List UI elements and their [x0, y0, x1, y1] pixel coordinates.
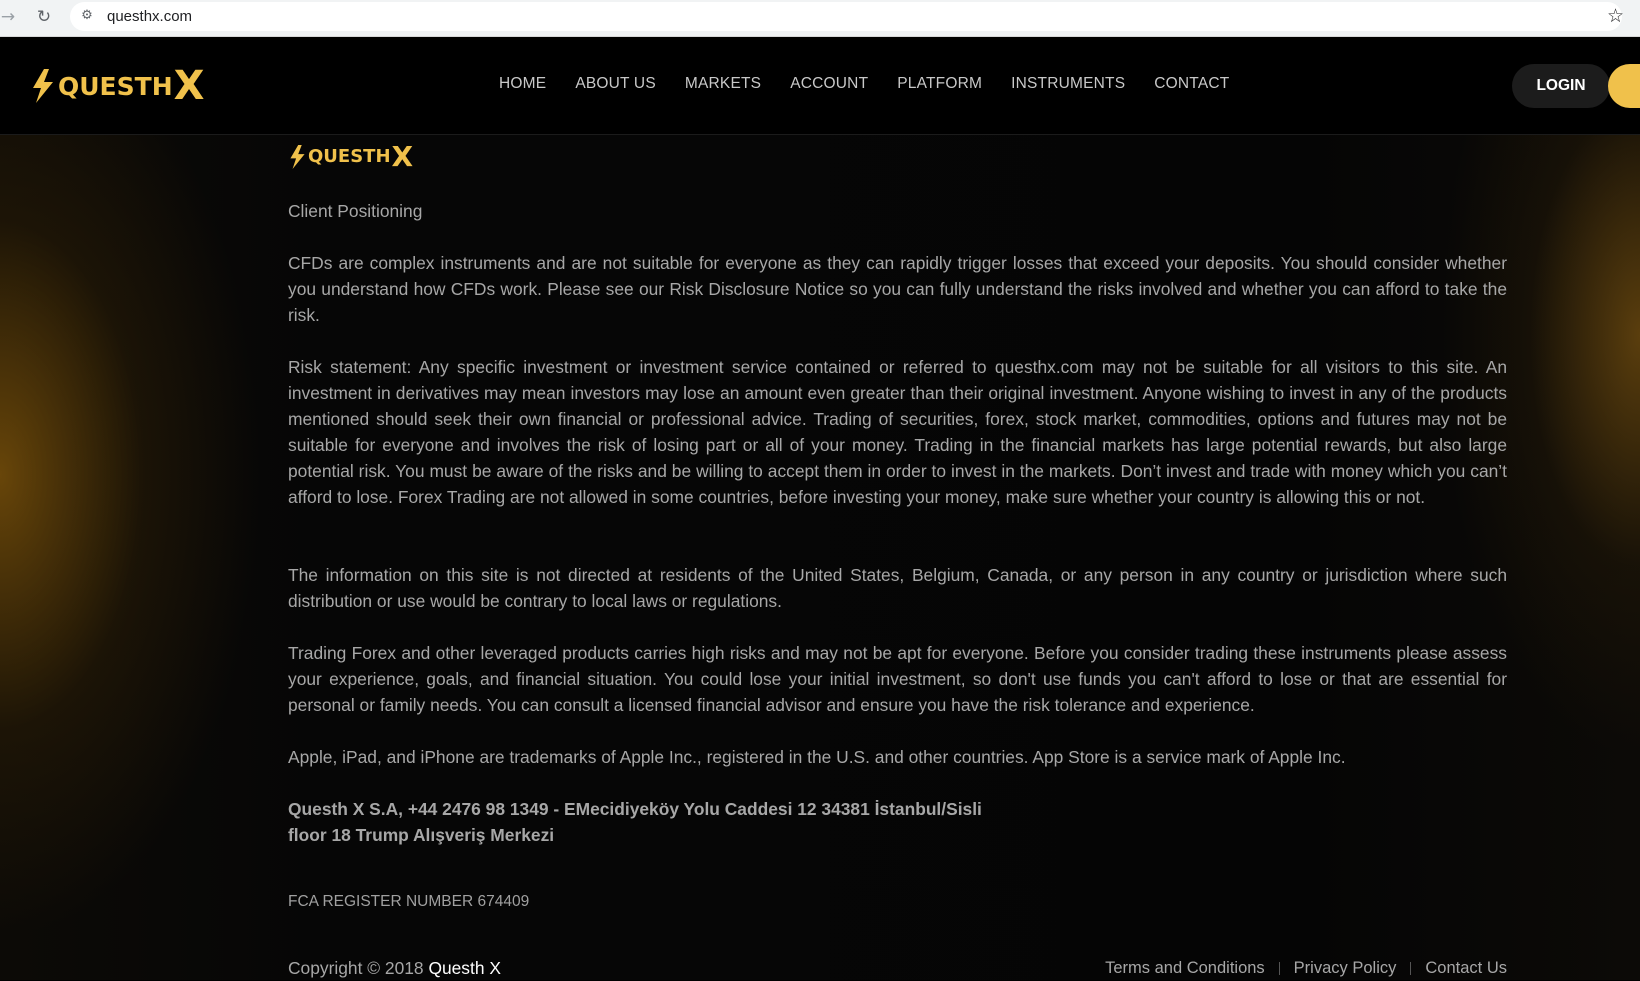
lightning-bolt-icon [288, 145, 307, 169]
site-header [0, 37, 1640, 135]
site-logo[interactable] [30, 65, 204, 107]
link-divider [1410, 962, 1411, 975]
reload-icon[interactable]: ↻ [36, 7, 52, 27]
terms-link[interactable]: Terms and Conditions [1105, 959, 1265, 977]
nav-platform[interactable]: PLATFORM [897, 75, 983, 92]
logo-wordmark: QUESTH [58, 71, 173, 101]
back-arrow-icon[interactable]: → [0, 7, 16, 27]
bookmark-star-icon[interactable]: ☆ [1606, 5, 1624, 27]
url-text[interactable]: questhx.com [107, 8, 193, 25]
trademark-paragraph: Apple, iPad, and iPhone are trademarks of Apple Inc., registered in the U.S. and other countries. App Store is a service mark of Apple Inc. [288, 747, 1346, 767]
login-button[interactable]: LOGIN [1512, 64, 1610, 108]
privacy-link[interactable]: Privacy Policy [1293, 959, 1397, 977]
main-nav [499, 75, 1258, 93]
nav-markets[interactable]: MARKETS [684, 75, 762, 92]
nav-about-us[interactable]: ABOUT US [575, 75, 656, 92]
signup-button[interactable] [1608, 64, 1640, 108]
logo-wordmark: QUESTH [308, 146, 391, 167]
nav-home[interactable]: HOME [499, 75, 547, 92]
logo-x-mark: X [173, 63, 205, 109]
cfd-warning-paragraph: CFDs are complex instruments and are not suitable for everyone as they can rapidly trigger losses that exceed your deposits. You should consider whether you understand how CFDs work. Please see our Risk Disclosure Notice so you can fully understand the risks involved and whether you can afford to take the risk. [288, 253, 1507, 325]
browser-toolbar [0, 0, 1640, 37]
logo-x-mark: X [391, 140, 414, 173]
leverage-warning-paragraph: Trading Forex and other leveraged products carries high risks and may not be apt for everyone. Before you consider trading these instruments please assess your experience, goals, and financial situation. You could lose your initial investment, so don't use funds you can't afford to lose or that are essential for personal or family needs. You can consult a licensed financial advisor and ensure you have the risk tolerance and experience. [288, 643, 1507, 715]
address-line-2: floor 18 Trump Alışveriş Merkezi [288, 825, 555, 845]
jurisdiction-paragraph: The information on this site is not directed at residents of the United States, Belgium, Canada, or any person in any country or jurisdiction where such distribution or use would be contrary to local laws or regulations. [288, 565, 1507, 611]
nav-account[interactable]: ACCOUNT [790, 75, 869, 92]
nav-instruments[interactable]: INSTRUMENTS [1011, 75, 1126, 92]
site-settings-icon[interactable]: ⚙ [81, 8, 93, 23]
copyright-text: Copyright © 2018 [288, 958, 429, 978]
contact-link[interactable]: Contact Us [1425, 959, 1507, 977]
address-line-1: Questh X S.A, +44 2476 98 1349 - EMecidiyeköy Yolu Caddesi 12 34381 İstanbul/Sisli [288, 799, 982, 819]
nav-contact[interactable]: CONTACT [1154, 75, 1230, 92]
copyright-brand: Questh X [428, 958, 501, 978]
section-heading: Client Positioning [288, 201, 423, 221]
fca-register-number: FCA REGISTER NUMBER 674409 [288, 893, 530, 910]
risk-statement-paragraph: Risk statement: Any specific investment or investment service contained or referred to questhx.com may not be suitable for all visitors to this site. An investment in derivatives may mean investors may lose an amount even greater than their original investment. Anyone wishing to invest in any of the products mentioned should seek their own financial or professional advice. Trading of securities, forex, stock market, commodities, options and futures may not be suitable for everyone and involves the risk of losing part or all of your money. Trading in the financial markets has large potential rewards, but also large potential risk. You must be aware of the risks and be willing to accept them in order to invest in the markets. Don’t invest and trade with money which you can’t afford to lose. Forex Trading are not allowed in some countries, before investing your money, make sure whether your country is allowing this or not. [288, 357, 1507, 507]
footer-links [1105, 955, 1507, 981]
link-divider [1279, 962, 1280, 975]
address-bar[interactable] [70, 2, 1622, 31]
copyright [288, 955, 501, 981]
company-address [288, 796, 1507, 848]
footer-logo[interactable] [288, 142, 413, 172]
lightning-bolt-icon [30, 69, 56, 103]
content-area [0, 135, 1640, 980]
